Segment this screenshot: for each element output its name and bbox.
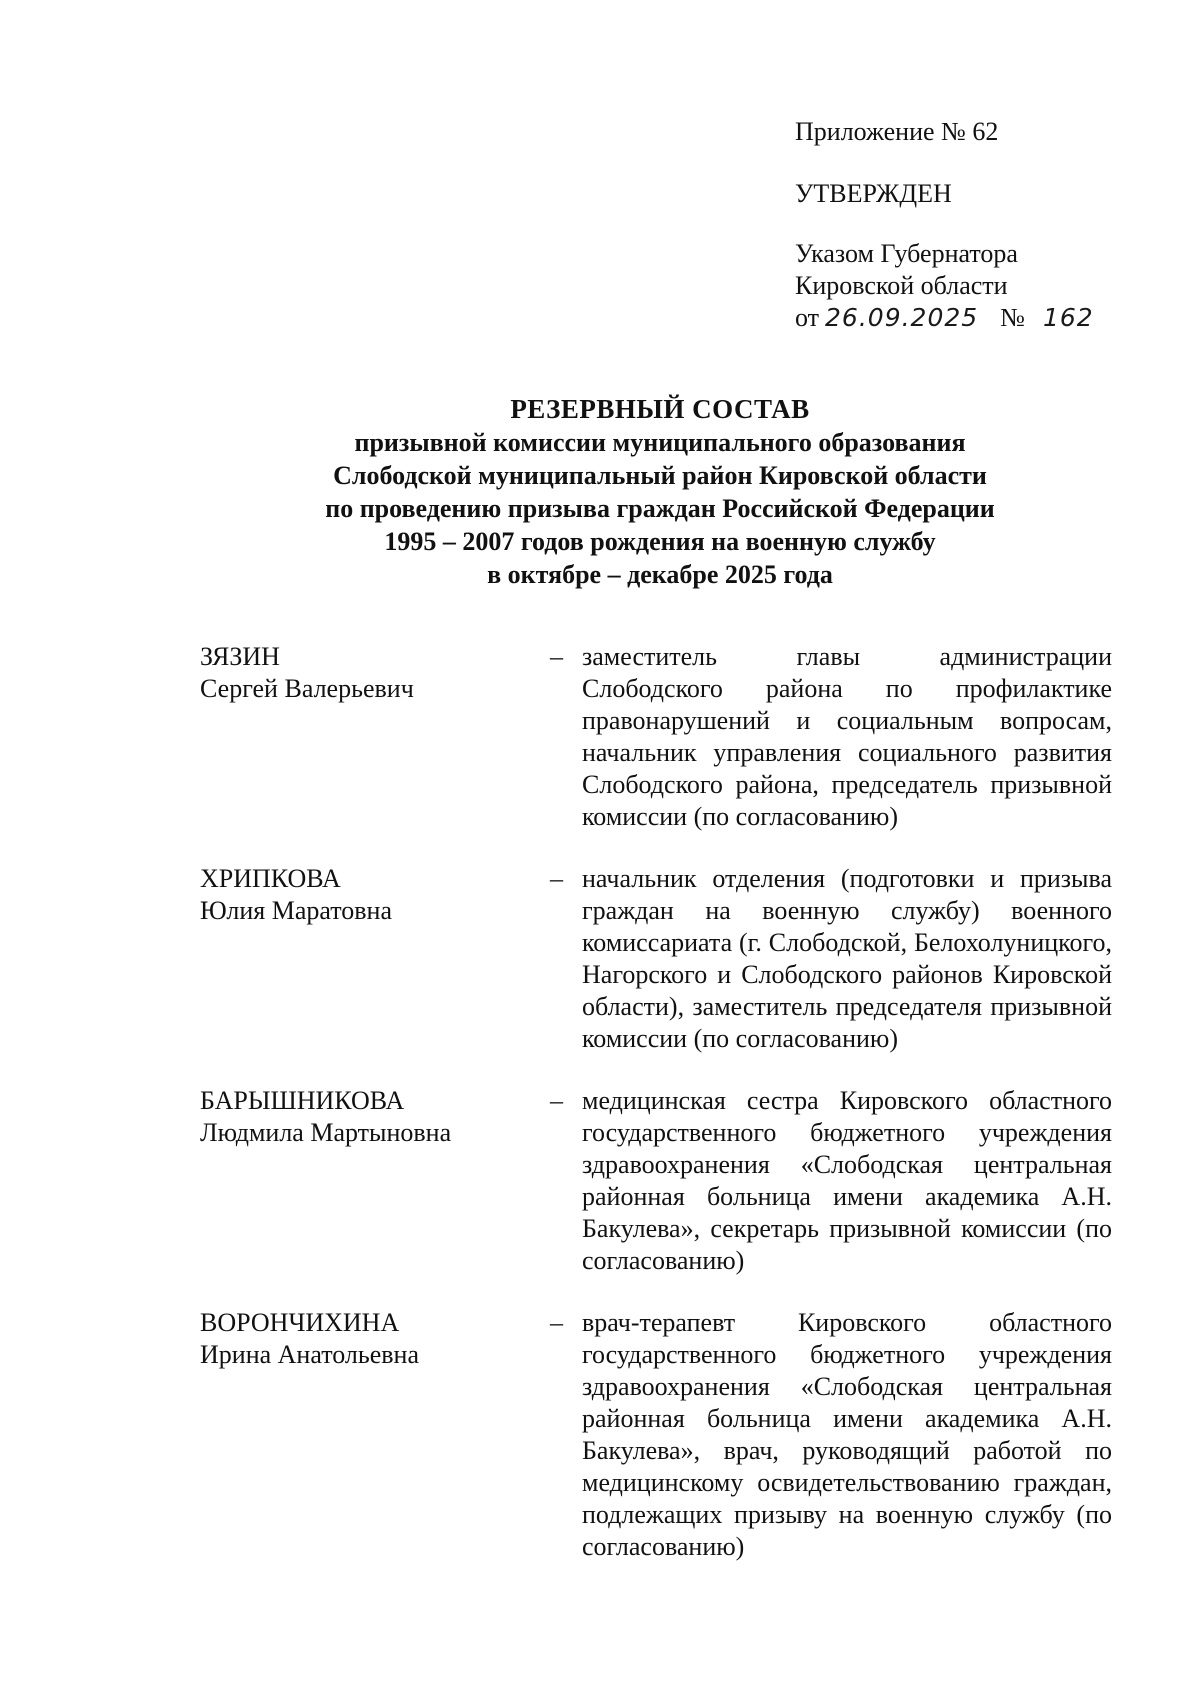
member-surname: ЗЯЗИН xyxy=(200,642,280,671)
title-line: в октябре – декабре 2025 года xyxy=(487,560,833,589)
member-position: медицинская сестра Кировского областного государственного бюджетного учреждения здравоохранения «Слободская центральная районная больница имени академика А.Н. Бакулева», секретарь призывной комиссии (по согласованию) xyxy=(582,1086,1112,1275)
number-sign: № xyxy=(1000,303,1025,332)
title-line: 1995 – 2007 годов рождения на военную службу xyxy=(384,527,936,556)
title-line: по проведению призыва граждан Российской Федерации xyxy=(325,494,995,523)
member-given-names: Людмила Мартыновна xyxy=(200,1118,452,1147)
title-heading: РЕЗЕРВНЫЙ СОСТАВ xyxy=(510,394,810,424)
handwritten-date: 26.09.2025 xyxy=(825,303,979,332)
member-surname: ВОРОНЧИХИНА xyxy=(200,1308,400,1337)
member-dash: – xyxy=(550,864,563,893)
members-list xyxy=(200,641,1112,1563)
member-given-names: Юлия Маратовна xyxy=(200,896,393,925)
member-position: врач-терапевт Кировского областного государственного бюджетного учреждения здравоохранения «Слободская центральная районная больница имени академика А.Н. Бакулева», врач, руководящий работой по медицинскому освидетельствованию граждан, подлежащих призыву на военную службу (по согласованию) xyxy=(582,1308,1112,1561)
member-name xyxy=(200,863,550,1055)
member-dash: – xyxy=(550,642,563,671)
title-line: призывной комиссии муниципального образования xyxy=(354,428,966,457)
handwritten-number: 162 xyxy=(1042,303,1094,332)
member-name xyxy=(200,1085,550,1277)
approved-label: УТВЕРЖДЕН xyxy=(795,179,952,208)
member-position: заместитель главы администрации Слободского района по профилактике правонарушений и социальным вопросам, начальник управления социального развития Слободского района, председатель призывной комиссии (по согласованию) xyxy=(582,642,1112,831)
document-title xyxy=(150,393,1170,591)
member-entry xyxy=(200,863,1112,1055)
member-dash: – xyxy=(550,1308,563,1337)
decree-line-1: Указом Губернатора xyxy=(795,239,1018,268)
member-given-names: Ирина Анатольевна xyxy=(200,1340,419,1369)
title-line: Слободской муниципальный район Кировской области xyxy=(333,461,987,490)
member-entry xyxy=(200,1307,1112,1563)
member-surname: ХРИПКОВА xyxy=(200,864,341,893)
member-surname: БАРЫШНИКОВА xyxy=(200,1086,405,1115)
decree-date-row xyxy=(795,302,1155,334)
member-name xyxy=(200,1307,550,1563)
member-dash: – xyxy=(550,1086,563,1115)
appendix-number: Приложение № 62 xyxy=(795,117,999,146)
member-given-names: Сергей Валерьевич xyxy=(200,674,414,703)
member-name xyxy=(200,641,550,833)
date-prefix: от xyxy=(795,303,820,332)
member-entry xyxy=(200,1085,1112,1277)
member-entry xyxy=(200,641,1112,833)
approval-block xyxy=(795,116,1155,334)
decree-line-2: Кировской области xyxy=(795,271,1008,300)
member-position: начальник отделения (подготовки и призыва граждан на военную службу) военного комиссариата (г. Слободской, Белохолуницкого, Нагорского и Слободского районов Кировской области), заместитель председателя призывной комиссии (по согласованию) xyxy=(582,864,1112,1053)
